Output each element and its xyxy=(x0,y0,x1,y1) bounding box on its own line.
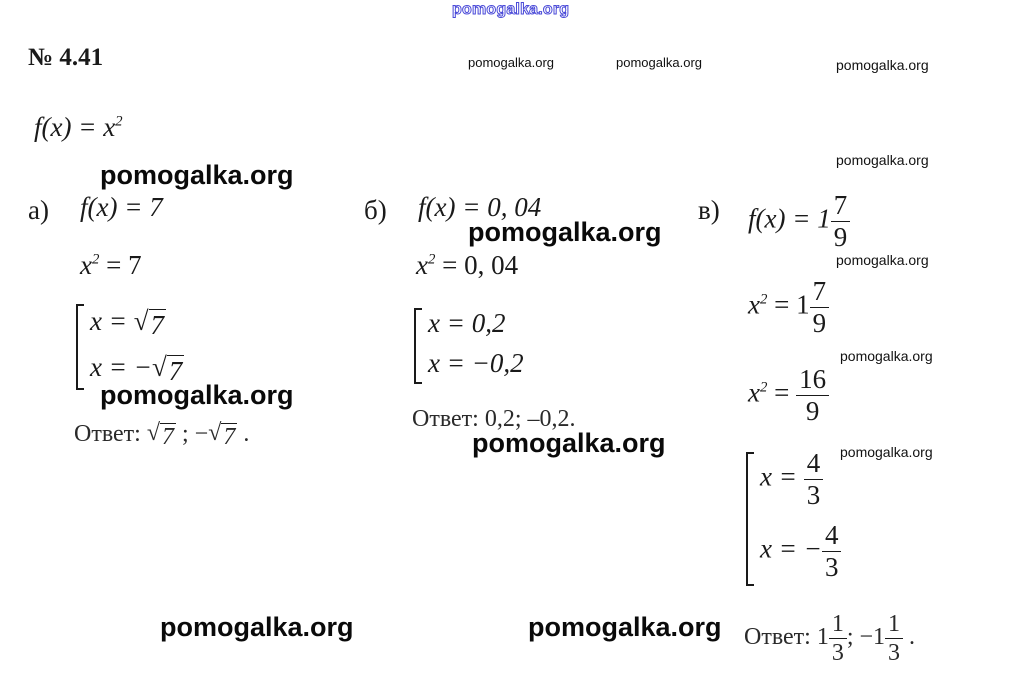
watermark-top: pomogalka.org xyxy=(452,1,570,18)
watermark-big: pomogalka.org xyxy=(528,612,722,642)
part-b-answer: Ответ: 0,2; –0,2. xyxy=(412,406,576,432)
watermark-small: pomogalka.org xyxy=(836,152,929,168)
part-a-eq2 xyxy=(80,250,142,281)
part-a-root2 xyxy=(90,352,184,387)
part-v-eq3-den: 9 xyxy=(805,396,820,426)
part-v-eq2-num: 7 xyxy=(810,278,830,308)
part-a-root1-radicand: 7 xyxy=(150,310,165,341)
part-v-answer-end: . xyxy=(903,624,916,651)
watermark-small: pomogalka.org xyxy=(840,348,933,364)
part-v-answer-d2: 3 xyxy=(888,640,901,666)
part-v-eq1-num: 7 xyxy=(831,192,851,222)
part-v-root1-lhs: x = xyxy=(760,461,804,492)
watermark-small: pomogalka.org xyxy=(836,252,929,268)
sqrt-sign: √ 7 xyxy=(133,306,165,341)
part-a-answer xyxy=(74,420,249,451)
watermark-small: pomogalka.org xyxy=(840,444,933,460)
part-v-answer xyxy=(744,612,915,665)
part-v-eq2-exp: 2 xyxy=(759,291,768,308)
part-b-eq2 xyxy=(416,250,518,281)
part-v-eq1-lhs: f(x) = 1 xyxy=(748,203,831,234)
part-a-root2-radicand: 7 xyxy=(168,356,183,387)
fraction xyxy=(804,450,824,509)
part-v-label: в) xyxy=(698,195,720,225)
part-v-eq3 xyxy=(748,366,829,425)
part-v-answer-n1: 1 xyxy=(829,612,847,639)
fraction xyxy=(796,366,829,425)
part-a-label: а) xyxy=(28,195,49,225)
part-a-answer-rad2: 7 xyxy=(223,424,236,450)
part-v-root2-num: 4 xyxy=(822,522,842,552)
part-v-eq2-mid: = 1 xyxy=(767,289,810,320)
part-a-answer-end: . xyxy=(237,421,250,448)
part-v-answer-d1: 3 xyxy=(831,640,844,666)
watermark-big: pomogalka.org xyxy=(472,428,666,458)
part-v-eq3-mid: = xyxy=(767,377,797,408)
part-a-eq2-rhs: = 7 xyxy=(99,250,142,280)
part-a-answer-rad1: 7 xyxy=(162,424,174,450)
part-v-answer-sep: ; −1 xyxy=(846,624,886,651)
part-a-answer-label: Ответ: xyxy=(74,421,141,448)
watermark-big: pomogalka.org xyxy=(100,380,294,410)
part-a-answer-sep: ; − xyxy=(176,421,209,448)
problem-number: № 4.41 xyxy=(28,44,104,71)
watermark-big: pomogalka.org xyxy=(160,612,354,642)
watermark-small: pomogalka.org xyxy=(468,55,554,70)
part-v-root1-den: 3 xyxy=(806,480,821,510)
part-v-eq1-den: 9 xyxy=(833,222,848,252)
part-v-answer-w1: 1 xyxy=(816,624,829,651)
part-v-answer-n2: 1 xyxy=(885,612,903,639)
watermark-big: pomogalka.org xyxy=(100,160,294,190)
part-v-eq3-exp: 2 xyxy=(759,379,768,396)
part-v-eq1 xyxy=(748,192,850,251)
part-a-root2-lhs: x = − xyxy=(90,352,152,382)
part-v-root2-den: 3 xyxy=(824,552,839,582)
part-a-eq2-var: x xyxy=(80,250,92,280)
part-b-eq1: f(x) = 0, 04 xyxy=(418,192,542,222)
part-b-eq2-exp: 2 xyxy=(427,251,436,268)
function-lhs: f(x) = xyxy=(34,112,104,142)
watermark-small: pomogalka.org xyxy=(836,57,929,73)
part-v-eq3-num: 16 xyxy=(796,366,829,396)
part-v-root1-num: 4 xyxy=(804,450,824,480)
part-a-root1-lhs: x = xyxy=(90,306,134,336)
part-b-label: б) xyxy=(364,195,387,225)
part-v-eq3-var: x xyxy=(748,377,760,408)
part-b-eq2-rhs: = 0, 04 xyxy=(435,250,519,280)
part-v-eq2-den: 9 xyxy=(812,308,827,338)
part-v-eq2 xyxy=(748,278,829,337)
part-v-root-bracket xyxy=(746,452,754,586)
part-v-eq2-var: x xyxy=(748,289,760,320)
part-v-root1 xyxy=(760,450,823,509)
fraction xyxy=(822,522,842,581)
part-a-eq2-exp: 2 xyxy=(91,251,100,268)
fraction xyxy=(885,612,903,665)
part-a-eq1: f(x) = 7 xyxy=(80,192,163,222)
part-b-eq2-var: x xyxy=(416,250,428,280)
sqrt-sign: √ 7 xyxy=(208,420,236,450)
watermark-small: pomogalka.org xyxy=(616,55,702,70)
part-b-root1: x = 0,2 xyxy=(428,308,506,338)
function-var: x xyxy=(103,112,116,142)
fraction xyxy=(829,612,847,665)
sqrt-sign: √ 7 xyxy=(146,420,174,450)
watermark-big: pomogalka.org xyxy=(468,217,662,247)
fraction xyxy=(831,192,851,251)
part-a-root1 xyxy=(90,306,166,341)
part-v-root2-lhs: x = − xyxy=(760,533,822,564)
function-definition xyxy=(34,112,123,143)
part-a-root-bracket xyxy=(76,304,84,390)
sqrt-sign: √ 7 xyxy=(151,352,183,387)
part-b-root2: x = −0,2 xyxy=(428,348,524,378)
fraction xyxy=(810,278,830,337)
part-v-answer-label: Ответ: xyxy=(744,624,817,651)
part-v-root2 xyxy=(760,522,841,581)
part-b-root-bracket xyxy=(414,308,422,384)
function-exp: 2 xyxy=(115,113,123,130)
